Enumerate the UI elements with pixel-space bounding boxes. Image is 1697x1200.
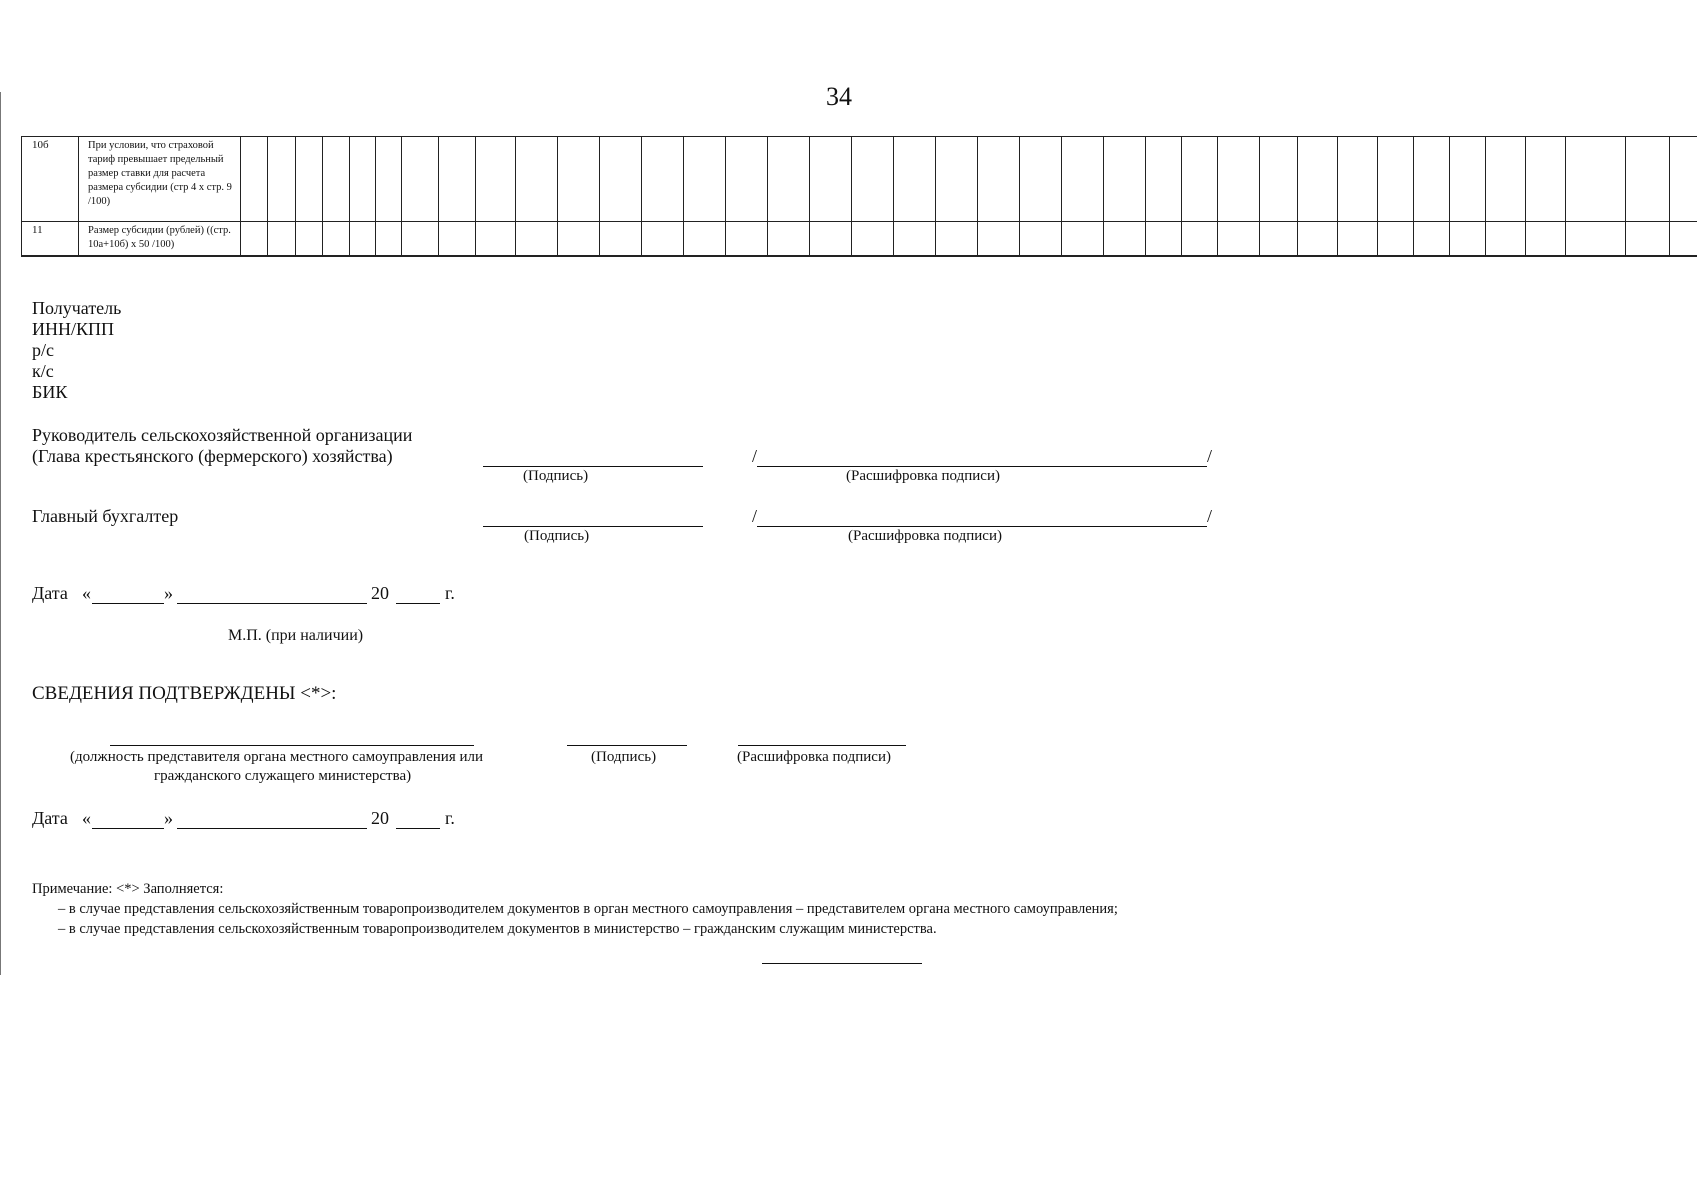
- closing-rule: [762, 963, 922, 964]
- date2-year-suffix: г.: [445, 808, 455, 828]
- correspondent-account-label: к/с: [32, 361, 54, 381]
- table-cell[interactable]: [439, 137, 476, 222]
- table-cell[interactable]: [1414, 222, 1450, 256]
- date1-quote-close: »: [164, 583, 173, 603]
- table-cell[interactable]: [1486, 222, 1526, 256]
- head-signature-line[interactable]: [483, 466, 703, 467]
- date1-month-field[interactable]: [177, 603, 367, 604]
- confirmed-decoding-line[interactable]: [738, 745, 906, 746]
- table-cell[interactable]: [1450, 137, 1486, 222]
- table-cell[interactable]: [768, 222, 810, 256]
- scan-edge-line: [0, 92, 1, 975]
- confirmed-signature-line[interactable]: [567, 745, 687, 746]
- table-cell[interactable]: [439, 222, 476, 256]
- table-cell[interactable]: [1062, 137, 1104, 222]
- confirmed-position-line[interactable]: [110, 745, 474, 746]
- accountant-signature-line[interactable]: [483, 526, 703, 527]
- note-title: Примечание: <*> Заполняется:: [32, 881, 224, 897]
- table-cell[interactable]: [1670, 222, 1697, 256]
- table-cell[interactable]: [1020, 137, 1062, 222]
- table-cell[interactable]: [684, 137, 726, 222]
- table-cell[interactable]: [241, 137, 268, 222]
- table-cell[interactable]: [1450, 222, 1486, 256]
- recipient-label: Получатель: [32, 298, 122, 318]
- date1-label: Дата: [32, 583, 68, 603]
- table-cell[interactable]: [376, 137, 402, 222]
- date1-quote-open: «: [82, 583, 91, 603]
- date1-day-field[interactable]: [92, 603, 164, 604]
- date2-label: Дата: [32, 808, 68, 828]
- confirmed-position-caption-2: гражданского служащего министерства): [154, 768, 412, 784]
- subsidy-table: [21, 136, 1697, 257]
- table-cell[interactable]: [1486, 137, 1526, 222]
- table-cell[interactable]: [894, 222, 936, 256]
- table-cell[interactable]: [726, 222, 768, 256]
- table-cell[interactable]: [1526, 222, 1566, 256]
- table-cell[interactable]: [241, 222, 268, 256]
- date1-year-field[interactable]: [396, 603, 440, 604]
- accountant-decoding-caption: (Расшифровка подписи): [848, 528, 1002, 544]
- table-cell[interactable]: [642, 222, 684, 256]
- table-cell[interactable]: [726, 137, 768, 222]
- head-title-line1: Руководитель сельскохозяйственной организации: [32, 425, 413, 445]
- table-row-11: [22, 222, 1697, 256]
- bik-label: БИК: [32, 382, 68, 402]
- table-cell[interactable]: [268, 222, 296, 256]
- table-cell[interactable]: [323, 222, 350, 256]
- table-cell[interactable]: [1182, 222, 1218, 256]
- table-cell[interactable]: [1670, 137, 1697, 222]
- table-cell[interactable]: [810, 137, 852, 222]
- table-cell[interactable]: [402, 137, 439, 222]
- head-decoding-caption: (Расшифровка подписи): [846, 468, 1000, 484]
- table-row-10b: [22, 137, 1697, 222]
- accountant-decoding-line[interactable]: [757, 526, 1207, 527]
- note-item-2: – в случае представления сельскохозяйственным товаропроизводителем документов в министерство – гражданским служащим министерства.: [58, 921, 937, 937]
- date1-year-suffix: г.: [445, 583, 455, 603]
- table-cell[interactable]: [350, 137, 376, 222]
- settlement-account-label: р/с: [32, 340, 54, 360]
- table-cell[interactable]: [1260, 222, 1298, 256]
- table-cell[interactable]: [936, 222, 978, 256]
- table-cell[interactable]: [1566, 137, 1626, 222]
- table-cell[interactable]: [1338, 137, 1378, 222]
- confirmed-position-caption-1: (должность представителя органа местного самоуправления или: [70, 749, 484, 765]
- date1-year-prefix: 20: [371, 583, 389, 603]
- table-cell[interactable]: [978, 137, 1020, 222]
- table-cell[interactable]: [1146, 222, 1182, 256]
- table-cell[interactable]: [852, 222, 894, 256]
- table-cell[interactable]: [402, 222, 439, 256]
- table-cell[interactable]: [296, 222, 323, 256]
- table-cell[interactable]: [1146, 137, 1182, 222]
- table-cell[interactable]: [1020, 222, 1062, 256]
- date2-month-field[interactable]: [177, 828, 367, 829]
- table-cell[interactable]: [323, 137, 350, 222]
- table-cell[interactable]: [600, 222, 642, 256]
- table-cell[interactable]: [558, 222, 600, 256]
- note-item-1: – в случае представления сельскохозяйственным товаропроизводителем документов в орган местного самоуправления – представителем органа местного самоуправления;: [58, 901, 1118, 917]
- table-cell[interactable]: [810, 222, 852, 256]
- table-cell[interactable]: [894, 137, 936, 222]
- table-cell[interactable]: [600, 137, 642, 222]
- head-title-line2: (Глава крестьянского (фермерского) хозяйства): [32, 446, 393, 466]
- table-cell[interactable]: [1298, 137, 1338, 222]
- table-cell[interactable]: [516, 137, 558, 222]
- table-cell[interactable]: [1414, 137, 1450, 222]
- date2-year-field[interactable]: [396, 828, 440, 829]
- accountant-label: Главный бухгалтер: [32, 506, 179, 526]
- row-description: При условии, что страховой тариф превышает предельный размер ставки для расчета размера субсидии (стр 4 х стр. 9 /100): [79, 137, 241, 222]
- accountant-slash-open: /: [752, 506, 758, 526]
- table-cell[interactable]: [978, 222, 1020, 256]
- table-cell[interactable]: [1526, 137, 1566, 222]
- table-cell[interactable]: [684, 222, 726, 256]
- date2-day-field[interactable]: [92, 828, 164, 829]
- date2-year-prefix: 20: [371, 808, 389, 828]
- table-cell[interactable]: [1104, 222, 1146, 256]
- date2-quote-open: «: [82, 808, 91, 828]
- table-cell[interactable]: [516, 222, 558, 256]
- table-cell[interactable]: [1218, 222, 1260, 256]
- table-cell[interactable]: [1338, 222, 1378, 256]
- table-cell[interactable]: [1104, 137, 1146, 222]
- row-number: 11: [22, 222, 79, 256]
- confirmed-decoding-caption: (Расшифровка подписи): [737, 749, 891, 765]
- table-cell[interactable]: [1298, 222, 1338, 256]
- confirmed-title: СВЕДЕНИЯ ПОДТВЕРЖДЕНЫ <*>:: [32, 683, 337, 704]
- table-cell[interactable]: [1260, 137, 1298, 222]
- row-description: Размер субсидии (рублей) ((стр. 10а+10б) х 50 /100): [79, 222, 241, 256]
- accountant-signature-caption: (Подпись): [524, 528, 590, 544]
- date2-quote-close: »: [164, 808, 173, 828]
- table-cell[interactable]: [350, 222, 376, 256]
- table-cell[interactable]: [1378, 137, 1414, 222]
- table-cell[interactable]: [558, 137, 600, 222]
- page-number: 34: [826, 82, 852, 111]
- table-cell[interactable]: [1182, 137, 1218, 222]
- table-cell[interactable]: [768, 137, 810, 222]
- table-cell[interactable]: [1566, 222, 1626, 256]
- inn-kpp-label: ИНН/КПП: [32, 319, 115, 339]
- head-slash-close: /: [1207, 446, 1213, 466]
- stamp-placeholder: М.П. (при наличии): [228, 627, 364, 644]
- table-cell[interactable]: [642, 137, 684, 222]
- head-signature-caption: (Подпись): [523, 468, 589, 484]
- table-cell[interactable]: [376, 222, 402, 256]
- table-cell[interactable]: [1218, 137, 1260, 222]
- table-cell[interactable]: [852, 137, 894, 222]
- head-slash-open: /: [752, 446, 758, 466]
- head-decoding-line[interactable]: [757, 466, 1207, 467]
- table-cell[interactable]: [1378, 222, 1414, 256]
- table-cell[interactable]: [1626, 137, 1670, 222]
- table-cell[interactable]: [1062, 222, 1104, 256]
- row-number: 10б: [22, 137, 79, 222]
- table-cell[interactable]: [476, 137, 516, 222]
- accountant-slash-close: /: [1207, 506, 1213, 526]
- confirmed-signature-caption: (Подпись): [591, 749, 657, 765]
- table-cell[interactable]: [936, 137, 978, 222]
- table-cell[interactable]: [296, 137, 323, 222]
- table-cell[interactable]: [1626, 222, 1670, 256]
- table-cell[interactable]: [476, 222, 516, 256]
- table-cell[interactable]: [268, 137, 296, 222]
